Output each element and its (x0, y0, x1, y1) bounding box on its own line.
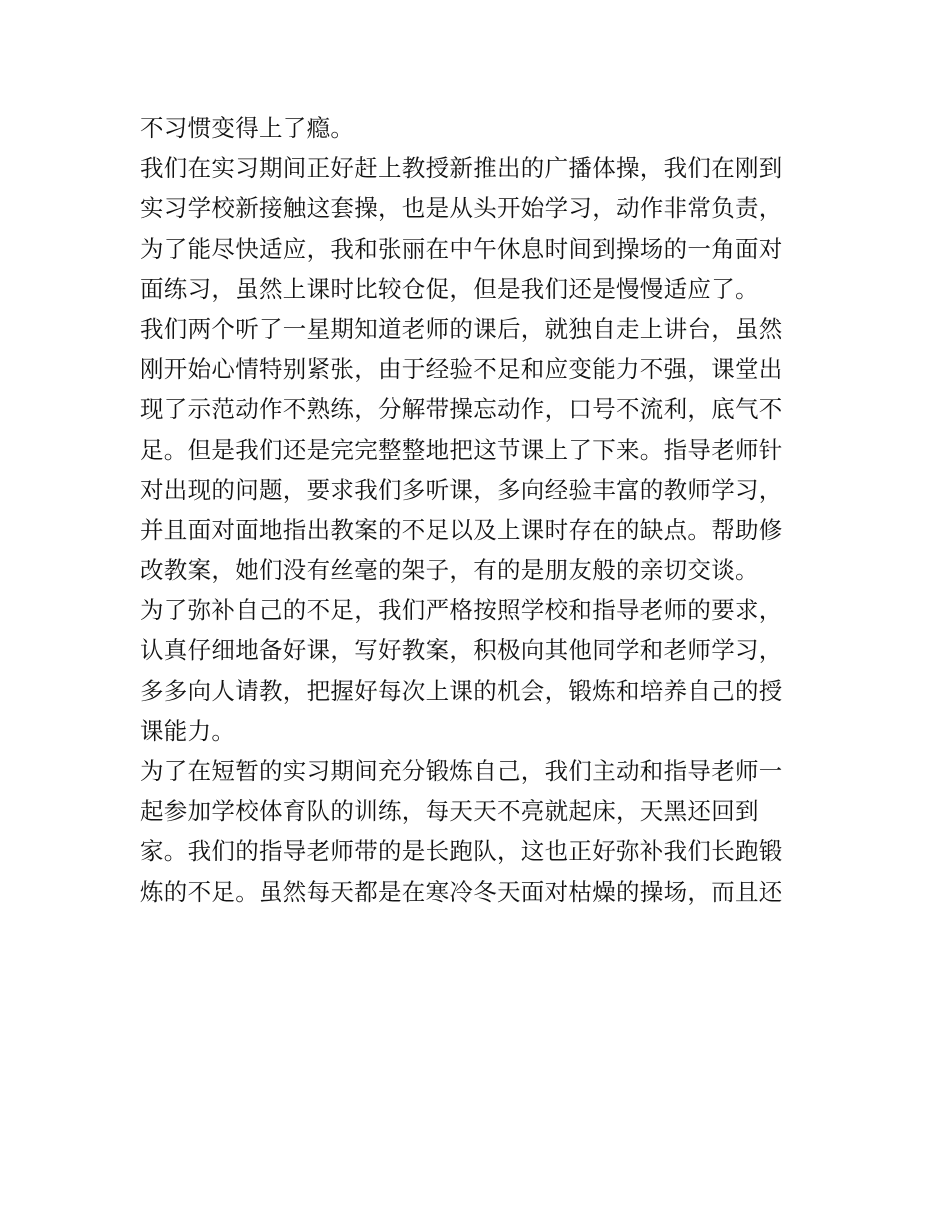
text-line: 起参加学校体育队的训练，每天天不亮就起床，天黑还回到 (140, 797, 759, 826)
text-line: 不习惯变得上了瘾。 (140, 114, 355, 142)
text-line: 改教案，她们没有丝毫的架子，有的是朋友般的亲切交谈。 (140, 556, 759, 585)
text-line: 现了示范动作不熟练，分解带操忘动作，口号不流利，底气不 (140, 395, 783, 424)
text-line: 课能力。 (140, 716, 236, 745)
text-line: 我们两个听了一星期知道老师的课后，就独自走上讲台，虽然 (140, 314, 783, 343)
text-line: 面练习，虽然上课时比较仓促，但是我们还是慢慢适应了。 (140, 274, 759, 303)
text-line: 为了弥补自己的不足，我们严格按照学校和指导老师的要求， (140, 596, 783, 625)
body-text (140, 108, 820, 912)
text-line: 并且面对面地指出教案的不足以及上课时存在的缺点。帮助修 (140, 515, 783, 544)
text-line: 认真仔细地备好课，写好教案，积极向其他同学和老师学习， (140, 636, 783, 665)
text-line: 为了在短暂的实习期间充分锻炼自己，我们主动和指导老师一 (140, 757, 783, 785)
text-line: 为了能尽快适应，我和张丽在中午休息时间到操场的一角面对 (140, 234, 783, 263)
text-line: 家。我们的指导老师带的是长跑队，这也正好弥补我们长跑锻 (140, 837, 783, 866)
text-line: 刚开始心情特别紧张，由于经验不足和应变能力不强，课堂出 (140, 355, 783, 384)
text-line: 对出现的问题，要求我们多听课，多向经验丰富的教师学习， (140, 475, 783, 504)
text-line: 足。但是我们还是完完整整地把这节课上了下来。指导老师针 (140, 435, 783, 464)
text-line: 炼的不足。虽然每天都是在寒冷冬天面对枯燥的操场，而且还 (140, 877, 783, 906)
text-line: 多多向人请教，把握好每次上课的机会，锻炼和培养自己的授 (140, 676, 783, 705)
text-line: 我们在实习期间正好赶上教授新推出的广播体操，我们在刚到 (140, 154, 783, 183)
text-line: 实习学校新接触这套操，也是从头开始学习，动作非常负责， (140, 194, 783, 223)
